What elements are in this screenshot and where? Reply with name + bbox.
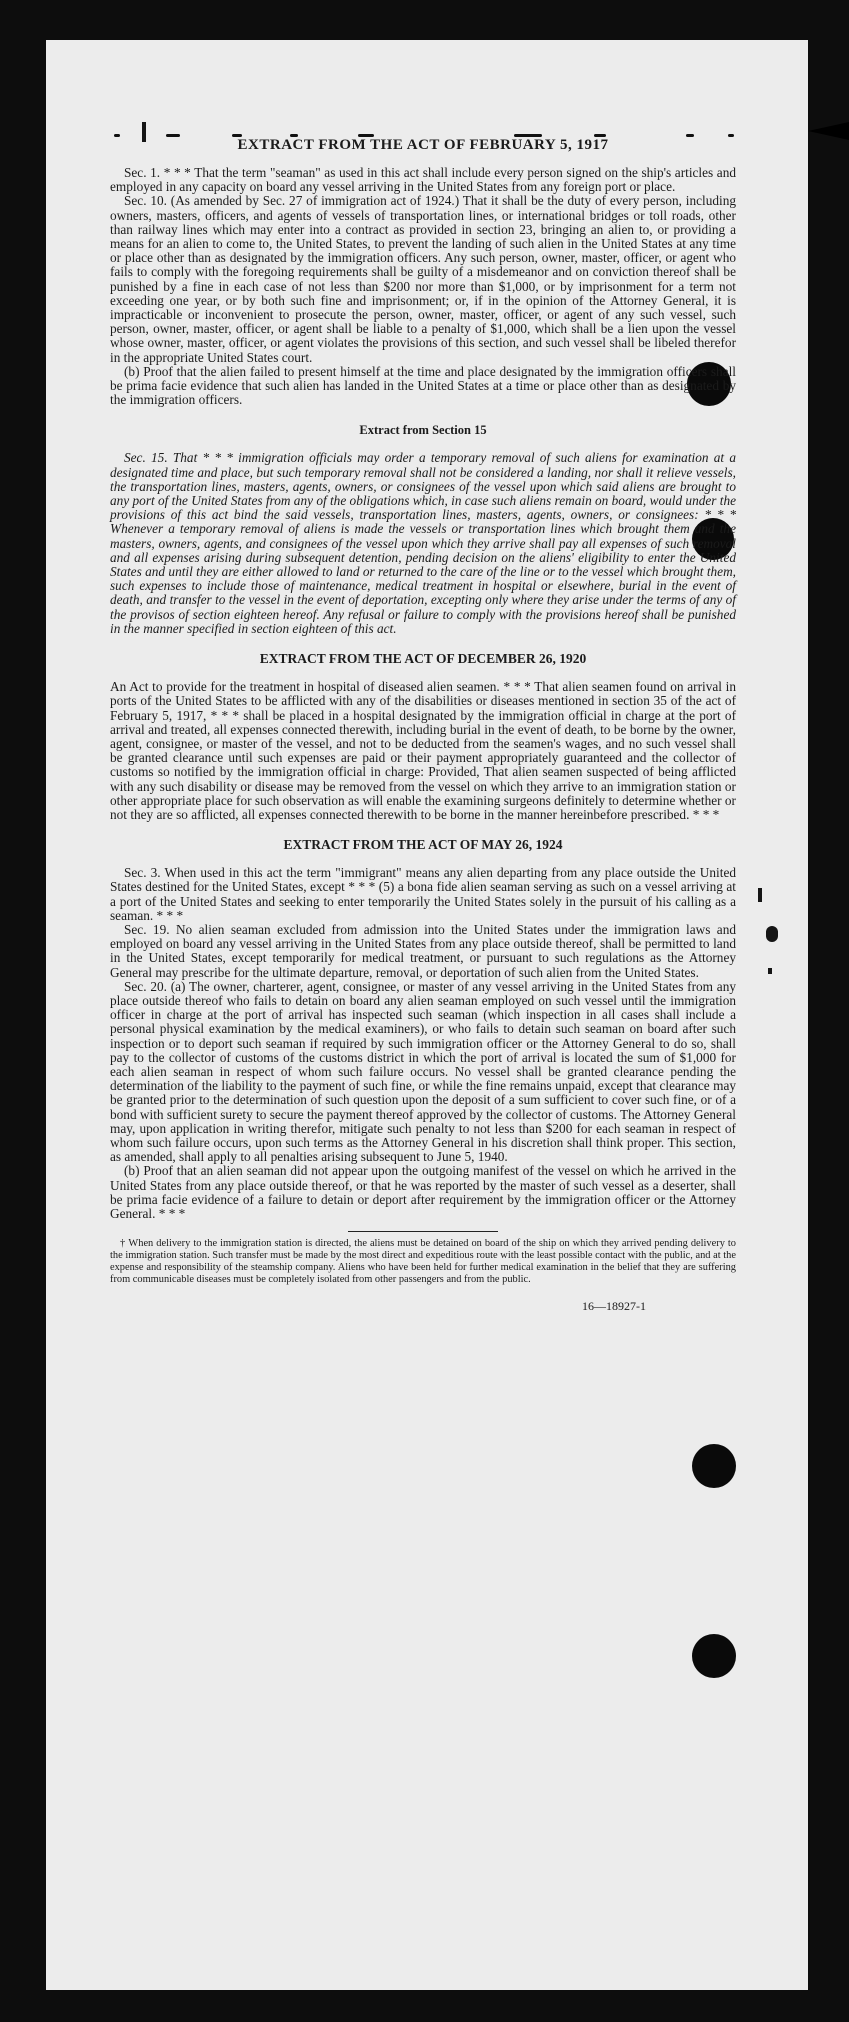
paragraph: Sec. 3. When used in this act the term "immigrant" means any alien departing from any place outside the United States destined for the United States, except * * * (5) a bona fide alien seaman serving as such on a vessel arriving at a port of the United States and seeking to enter temporarily the United States solely in the pursuit of his calling as a seaman. * * * [110,865,736,923]
section-heading: EXTRACT FROM THE ACT OF MAY 26, 1924 [283,837,563,853]
binder-mark [766,926,778,942]
section-heading: Extract from Section 15 [359,423,487,438]
paragraph: An Act to provide for the treatment in hospital of diseased alien seamen. * * * That alien seamen found on arrival in ports of the United States to be afflicted with any of the disabilities or diseases mentioned in section 35 of the act of February 5, 1917, * * * shall be placed in a hospital designated by the immigration official in charge at the port of arrival and treated, all expenses connected therewith, including burial in the event of death, to be borne by the owner, agent, consignee, or master of the vessel, and not to be deducted from the seamen's wages, and no such vessel shall be granted clearance until such expenses are paid or their payment appropriately guaranteed and the collector of customs so notified by the immigration official in charge: Provided, That alien seamen suspected of being afflicted with any such disability or disease may be removed from the vessel on which they arrive to an immigration station or other appropriate place for such observation as will enable the examining surgeons definitely to determine whether or not they are so afflicted, all expenses connected therewith to be borne in the manner hereinbefore prescribed. * * * [110,679,736,822]
paragraph: (b) Proof that the alien failed to present himself at the time and place designated by the immigration officers shall be prima facie evidence that such alien has landed in the United States at a time or place other than as designated by the immigration officers. [110,363,736,408]
document-body [110,136,736,1966]
paragraph: Sec. 10. (As amended by Sec. 27 of immigration act of 1924.) That it shall be the duty of every person, including owners, masters, officers, and agents of vessels of transportation lines, or international bridges or toll roads, other than railway lines which may enter into a contract as provided in section 23, bringing an alien to, or providing a means for an alien to come to, the United States, to prevent the landing of such alien in the United States at any time or place other than as designated by the immigration officers. Any such person, owner, master, officer, or agent who fails to comply with the foregoing requirements shall be guilty of a misdemeanor and on conviction thereof shall be punished by a fine in each case of not less than $200 nor more than $1,000, or by imprisonment for a term not exceeding one year, or by both such fine and imprisonment; or, if in the opinion of the Attorney General, it is impracticable or inconvenient to prosecute the person, owner, master, officer, or agent of any such vessel, such person, owner, master, officer, or agent shall be liable to a penalty of $1,000, which shall be a lien upon the vessel whose owner, master, officer, or agent violates the provisions of this section, and such vessel shall be libeled therefor in the appropriate United States court. [110,193,736,365]
paragraph: Sec. 1. * * * That the term "seaman" as used in this act shall include every person signed on the ship's articles and employed in any capacity on board any vessel arriving in the United States from any foreign port or place. [110,165,736,195]
section-heading: EXTRACT FROM THE ACT OF DECEMBER 26, 1920 [259,651,587,667]
paragraph: Sec. 19. No alien seaman excluded from admission into the United States under the immigration laws and employed on board any vessel arriving in the United States from any place outside thereof, shall be permitted to land in the United States, except temporarily for medical treatment, or pursuant to such regulations as the Attorney General may prescribe for the ultimate departure, removal, or deportation of such alien from the United States. [110,921,736,980]
binder-mark [758,888,762,902]
section-15-extract [110,421,736,636]
binder-mark [808,122,849,140]
section-heading: EXTRACT FROM THE ACT OF FEBRUARY 5, 1917 [237,137,609,153]
footnote: † When delivery to the immigration station is directed, the aliens must be detained on board of the ship on which they arrived pending delivery to the immigration station. Such transfer must be made by the most direct and expeditious route with the least possible contact with the public, and at the expense and responsibility of the steamship company. Aliens who have been held for further medical examination in the belief that they are suffering from communicable diseases must be completely isolated from other passengers and from the public. [110,1238,736,1285]
section-act-1920 [110,650,736,822]
form-number: 16—18927-1 [582,1299,646,1314]
section-act-1917 [110,136,736,407]
paragraph: (b) Proof that an alien seaman did not appear upon the outgoing manifest of the vessel on which he arrived in the United States from any place outside thereof, or that he was reported by the master of such vessel as a deserter, shall be prima facie evidence of a failure to detain or deport after requirement by the immigration officer or the Attorney General. * * * [110,1163,736,1221]
paragraph: Sec. 15. That * * * immigration officials may order a temporary removal of such aliens for examination at a designated time and place, but such temporary removal shall not be considered a landing, nor shall it relieve vessels, the transportation lines, masters, agents, owners, or consignees of the vessel upon which said aliens are brought to any port of the United States from any of the obligations which, in case such aliens remain on board, would under the provisions of this act bind the said vessels, transportation lines, masters, agents, owners, or consignees: * * * Whenever a temporary removal of aliens is made the vessels or transportation lines which brought them and the masters, owners, agents, and consignees of the vessel upon which they arrive shall pay all expenses of such removal and all expenses arising during subsequent detention, pending decision on the aliens' eligibility to enter the United States and until they are either allowed to land or returned to the care of the line or to the vessel which brought them, such expenses to include those of maintenance, medical treatment in hospital or elsewhere, burial in the event of death, and transfer to the vessel in the event of deportation, excepting only where they arise under the terms of any of the provisos of section eighteen hereof. Any refusal or failure to comply with the provisions hereof shall be punished in the manner specified in section eighteen of this act. [110,450,737,636]
paragraph: Sec. 20. (a) The owner, charterer, agent, consignee, or master of any vessel arriving in the United States from any place outside thereof who fails to detain on board any alien seaman employed on such vessel until the immigration officer in charge at the port of arrival has inspected such seaman (which inspection in all cases shall include a personal physical examination by the medical examiners), or who fails to detain such seaman on board after such inspection or to deport such seaman if required by such immigration officer or the Attorney General to do so, shall pay to the collector of customs of the customs district in which the port of arrival is located the sum of $1,000 for each alien seaman in respect of whom such failure occurs. No vessel shall be granted clearance pending the determination of the liability to the payment of such fine, or while the fine remains unpaid, except that clearance may be granted prior to the determination of such question upon the deposit of a sum sufficient to cover such fine, or of a bond with sufficient surety to secure the payment thereof approved by the collector of customs. The Attorney General may, upon application in writing therefor, mitigate such penalty to not less than $200 for each seaman in respect of whom such failure occurs, upon such terms as the Attorney General in his discretion shall think proper. This section, as amended, shall apply to all penalties arising subsequent to June 5, 1940. [110,978,736,1165]
footnote-divider [348,1231,498,1232]
binder-mark [768,968,772,974]
section-act-1924 [110,836,736,1221]
